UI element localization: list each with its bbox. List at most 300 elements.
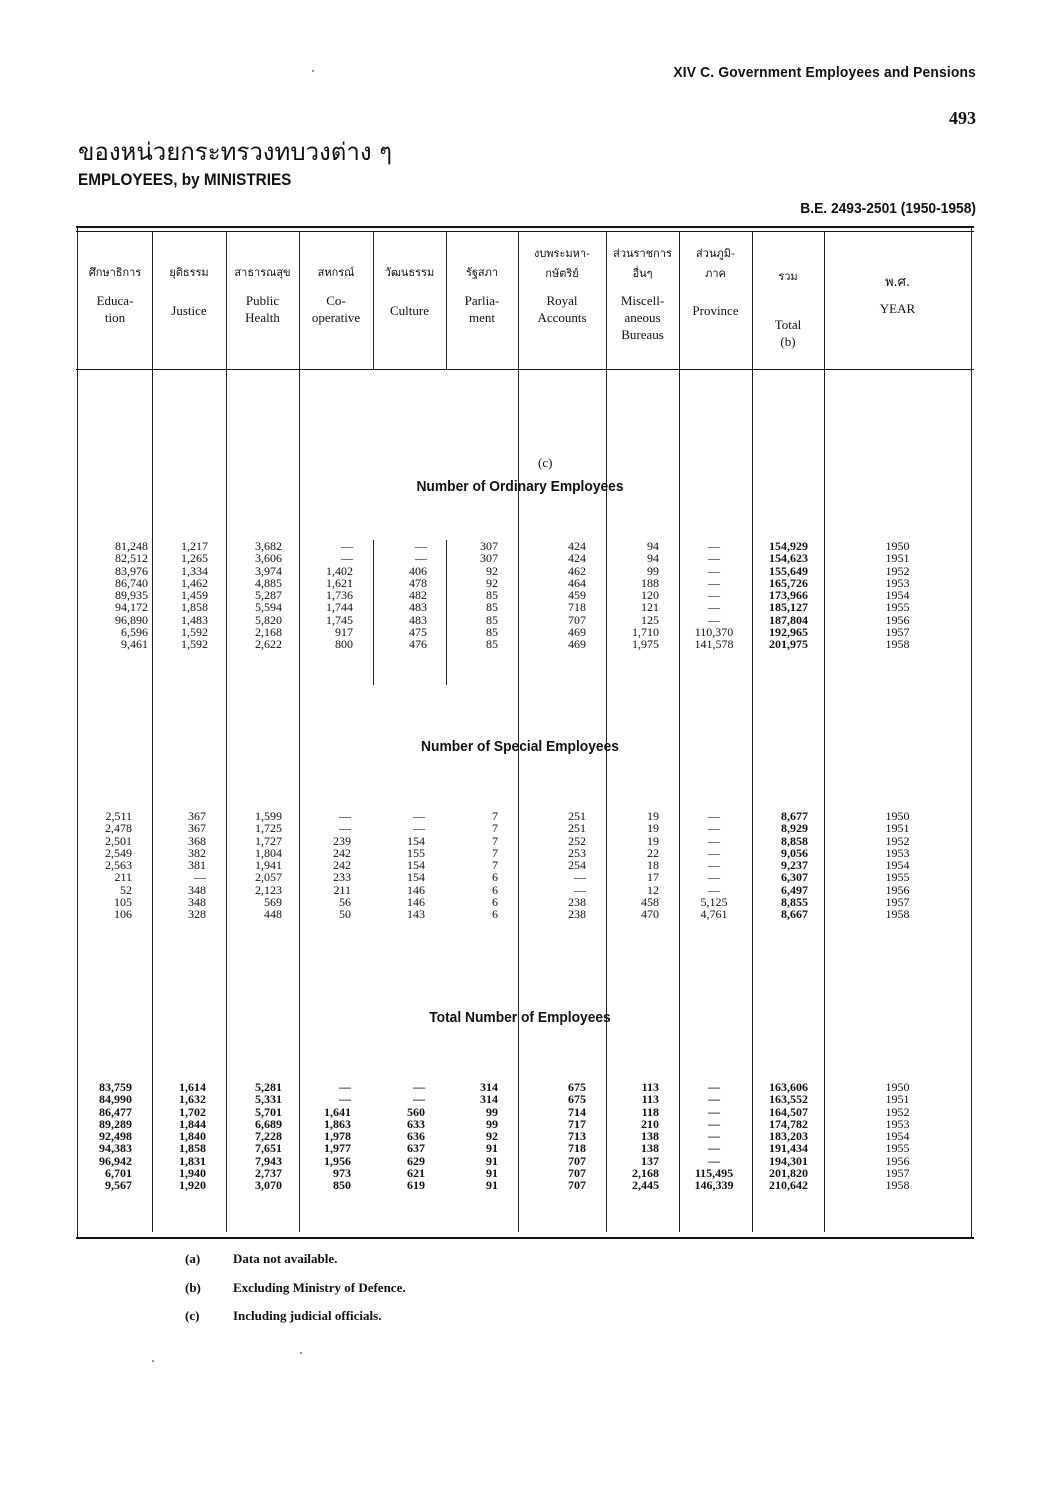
table-cell: 210,642	[769, 1178, 808, 1193]
table-cell: 5,125	[700, 895, 728, 910]
table-cell: 1,956	[324, 1153, 351, 1168]
table-cell: 2,057	[255, 870, 282, 885]
header-rule	[76, 369, 974, 370]
table-cell: 2,478	[105, 821, 132, 836]
table-cell: —	[413, 821, 425, 836]
column-divider	[446, 540, 447, 685]
table-title: EMPLOYEES, by MINISTRIES	[78, 170, 292, 189]
table-cell: 1,736	[326, 588, 353, 603]
table-cell: 307	[480, 551, 498, 566]
header-thai: สาธารณสุข	[234, 266, 291, 279]
table-cell: 125	[641, 612, 659, 627]
table-cell: 2,563	[105, 858, 132, 873]
table-cell: 7	[492, 809, 498, 823]
col-education	[80, 1081, 132, 1192]
table-cell: 121	[641, 600, 659, 615]
table-cell: 85	[486, 637, 498, 652]
header-thai: งบพระมหา- กษัตริย์	[533, 247, 591, 280]
table-cell: 6,497	[781, 882, 808, 897]
table-cell: 707	[568, 1153, 586, 1168]
table-cell: 81,248	[115, 539, 148, 553]
table-cell: —	[708, 1116, 720, 1131]
table-cell: 1,334	[181, 563, 208, 578]
table-cell: 1,858	[179, 1141, 206, 1156]
table-cell: 1952	[885, 833, 910, 848]
col-province	[681, 540, 747, 651]
table-cell: 17	[647, 870, 659, 885]
table-cell: 1,641	[324, 1104, 351, 1119]
table-cell: 1957	[885, 1166, 910, 1181]
table-cell: 86,477	[99, 1104, 132, 1119]
table-cell: 146	[407, 895, 425, 910]
table-cell: 1,844	[179, 1116, 206, 1131]
table-cell: 2,168	[632, 1166, 659, 1181]
table-cell: 1958	[885, 637, 910, 652]
table-cell: 242	[333, 858, 351, 873]
col-royal-accounts	[520, 810, 586, 921]
table-cell: 1954	[885, 1129, 910, 1144]
table-cell: —	[574, 882, 586, 897]
header-thai: สหกรณ์	[317, 266, 355, 279]
table-cell: —	[413, 1080, 425, 1094]
table-cell: 367	[188, 821, 206, 836]
table-cell: 252	[568, 833, 586, 848]
table-cell: 675	[568, 1080, 586, 1094]
table-cell: 96,942	[99, 1153, 132, 1168]
table-cell: 2,622	[255, 637, 282, 652]
table-cell: 973	[333, 1166, 351, 1181]
table-cell: 475	[409, 625, 427, 640]
table-cell: 3,974	[255, 563, 282, 578]
table-cell: 82,512	[115, 551, 148, 566]
table-cell: 9,461	[121, 637, 148, 652]
table-cell: 8,855	[781, 895, 808, 910]
table-cell: 210	[641, 1116, 659, 1131]
table-cell: —	[708, 539, 720, 553]
table-cell: 154	[407, 858, 425, 873]
column-divider	[152, 232, 153, 1232]
table-cell: 1955	[885, 870, 910, 885]
table-cell: —	[708, 1129, 720, 1144]
table-cell: 1,265	[181, 551, 208, 566]
column-divider	[299, 232, 300, 1232]
table-cell: 92	[486, 575, 498, 590]
table-cell: 1,863	[324, 1116, 351, 1131]
table-cell: 154	[407, 870, 425, 885]
table-cell: 1956	[885, 882, 910, 897]
table-cell: 18	[647, 858, 659, 873]
table-cell: 2,445	[632, 1178, 659, 1193]
column-divider	[226, 232, 227, 1232]
col-total	[754, 1081, 808, 1192]
table-cell: 1951	[885, 1092, 910, 1107]
table-cell: 478	[409, 575, 427, 590]
table-cell: 707	[568, 612, 586, 627]
col-parliament	[448, 1081, 498, 1192]
note-marker: (c)	[538, 455, 553, 470]
table-cell: 201,975	[769, 637, 808, 652]
table-cell: 99	[647, 563, 659, 578]
header-english: Province	[692, 303, 739, 318]
table-cell: 137	[641, 1153, 659, 1168]
header-parliament	[446, 262, 518, 326]
header-royal-accounts	[518, 244, 606, 326]
table-cell: 22	[647, 845, 659, 860]
column-divider	[679, 232, 680, 1232]
col-cooperative	[301, 1081, 351, 1192]
column-divider	[77, 228, 78, 1238]
table-cell: 92	[486, 563, 498, 578]
table-cell: 91	[486, 1153, 498, 1168]
header-english: Total (b)	[774, 317, 802, 349]
table-cell: 154,623	[769, 551, 808, 566]
table-cell: 96,890	[115, 612, 148, 627]
table-cell: 238	[568, 895, 586, 910]
header-thai: พ.ศ.	[884, 275, 911, 290]
table-cell: 6	[492, 895, 498, 910]
table-cell: 91	[486, 1166, 498, 1181]
table-cell: 3,606	[255, 551, 282, 566]
table-cell: 9,237	[781, 858, 808, 873]
table-cell: 7	[492, 833, 498, 848]
table-cell: —	[708, 600, 720, 615]
table-cell: 1,858	[181, 600, 208, 615]
header-english: YEAR	[879, 301, 916, 316]
column-divider	[824, 232, 825, 1232]
table-cell: —	[708, 833, 720, 848]
scan-speck	[300, 1352, 302, 1354]
table-cell: 188	[641, 575, 659, 590]
table-cell: 633	[407, 1116, 425, 1131]
table-cell: 636	[407, 1129, 425, 1144]
table-cell: 1954	[885, 588, 910, 603]
table-cell: 1,599	[255, 809, 282, 823]
table-cell: 714	[568, 1104, 586, 1119]
table-cell: 146,339	[694, 1178, 734, 1193]
header-public-health	[226, 262, 299, 326]
table-cell: 7	[492, 845, 498, 860]
table-cell: 1954	[885, 858, 910, 873]
table-cell: 1,702	[179, 1104, 206, 1119]
header-thai: ศึกษาธิการ	[88, 266, 142, 279]
table-cell: 113	[641, 1092, 659, 1107]
table-cell: —	[708, 1092, 720, 1107]
table-cell: —	[339, 809, 351, 823]
table-cell: 1955	[885, 600, 910, 615]
table-cell: —	[415, 551, 427, 566]
table-cell: —	[339, 821, 351, 836]
table-cell: 483	[409, 600, 427, 615]
table-cell: 12	[647, 882, 659, 897]
table-cell: 569	[264, 895, 282, 910]
footnote-b	[185, 1280, 406, 1296]
table-cell: 253	[568, 845, 586, 860]
table-cell: 118	[641, 1104, 659, 1119]
table-cell: 328	[188, 907, 206, 922]
table-cell: 406	[409, 563, 427, 578]
table-cell: 348	[188, 882, 206, 897]
table-cell: —	[708, 612, 720, 627]
table-cell: 56	[339, 895, 351, 910]
table-cell: 7,228	[255, 1129, 282, 1144]
table-cell: 92,498	[99, 1129, 132, 1144]
table-cell: 560	[407, 1104, 425, 1119]
table-cell: —	[339, 1080, 351, 1094]
table-cell: 1953	[885, 845, 910, 860]
table-cell: 6,701	[105, 1166, 132, 1181]
table-cell: 619	[407, 1178, 425, 1193]
col-culture	[375, 1081, 425, 1192]
col-year	[826, 540, 969, 651]
table-cell: 86,740	[115, 575, 148, 590]
table-cell: 1950	[885, 1080, 910, 1094]
table-cell: 91	[486, 1178, 498, 1193]
header-english: Public Health	[245, 293, 280, 325]
table-cell: 637	[407, 1141, 425, 1156]
table-cell: 2,549	[105, 845, 132, 860]
col-cooperative	[301, 810, 351, 921]
header-thai: ส่วนภูมิ- ภาค	[696, 247, 735, 280]
col-parliament	[448, 540, 498, 651]
col-royal-accounts	[520, 1081, 586, 1192]
table-cell: 164,507	[769, 1104, 808, 1119]
table-cell: 1958	[885, 1178, 910, 1193]
table-cell: 50	[339, 907, 351, 922]
table-cell: 239	[333, 833, 351, 848]
table-cell: 1,632	[179, 1092, 206, 1107]
table-cell: 1955	[885, 1141, 910, 1156]
table-cell: 1,920	[179, 1178, 206, 1193]
col-justice	[154, 1081, 206, 1192]
header-cooperative	[299, 262, 373, 326]
header-justice	[152, 262, 226, 319]
table-cell: 19	[647, 809, 659, 823]
table-cell: 367	[188, 809, 206, 823]
table-cell: 6,689	[255, 1116, 282, 1131]
table-cell: 464	[568, 575, 586, 590]
table-cell: 6	[492, 907, 498, 922]
table-cell: 675	[568, 1092, 586, 1107]
table-cell: 5,287	[255, 588, 282, 603]
table-cell: 314	[480, 1092, 498, 1107]
table-cell: 1956	[885, 612, 910, 627]
table-cell: 7,943	[255, 1153, 282, 1168]
header-province	[679, 244, 752, 319]
table-cell: 201,820	[769, 1166, 808, 1181]
table-cell: 85	[486, 600, 498, 615]
table-cell: 1953	[885, 1116, 910, 1131]
table-cell: 2,737	[255, 1166, 282, 1181]
table-cell: 470	[641, 907, 659, 922]
table-cell: 138	[641, 1141, 659, 1156]
table-cell: 251	[568, 809, 586, 823]
table-cell: 1,975	[632, 637, 659, 652]
table-cell: 707	[568, 1178, 586, 1193]
table-cell: 155,649	[769, 563, 808, 578]
table-cell: —	[708, 588, 720, 603]
col-misc-bureaus	[608, 1081, 659, 1192]
table-cell: 1,940	[179, 1166, 206, 1181]
table-cell: —	[413, 1092, 425, 1107]
table-cell: 1,710	[632, 625, 659, 640]
col-public-health	[228, 1081, 282, 1192]
col-public-health	[228, 540, 282, 651]
table-cell: 3,070	[255, 1178, 282, 1193]
table-cell: 1,804	[255, 845, 282, 860]
section-title-total: Total Number of Employees	[429, 1009, 611, 1026]
col-education	[80, 810, 132, 921]
col-public-health	[228, 810, 282, 921]
table-cell: —	[341, 551, 353, 566]
table-cell: 314	[480, 1080, 498, 1094]
table-cell: —	[708, 1104, 720, 1119]
table-cell: 242	[333, 845, 351, 860]
table-cell: 850	[333, 1178, 351, 1193]
table-cell: 194,301	[769, 1153, 808, 1168]
header-thai: รัฐสภา	[465, 266, 499, 279]
col-education	[80, 540, 148, 651]
header-thai: รวม	[778, 270, 798, 283]
table-cell: 1,483	[181, 612, 208, 627]
table-cell: 113	[641, 1080, 659, 1094]
col-province	[681, 1081, 747, 1192]
table-cell: —	[708, 563, 720, 578]
table-cell: 105	[114, 895, 132, 910]
col-culture	[375, 540, 427, 651]
table-cell: 1,978	[324, 1129, 351, 1144]
column-divider	[752, 232, 753, 1232]
col-year	[826, 810, 969, 921]
table-cell: 713	[568, 1129, 586, 1144]
table-cell: 251	[568, 821, 586, 836]
col-misc-bureaus	[608, 810, 659, 921]
table-cell: 120	[641, 588, 659, 603]
table-cell: —	[415, 539, 427, 553]
header-english: Parlia- ment	[464, 293, 500, 325]
table-cell: —	[341, 539, 353, 553]
table-cell: 192,965	[769, 625, 808, 640]
table-cell: 1,217	[181, 539, 208, 553]
header-culture	[373, 262, 446, 319]
table-cell: 483	[409, 612, 427, 627]
table-cell: 629	[407, 1153, 425, 1168]
table-cell: 800	[335, 637, 353, 652]
table-cell: 2,511	[105, 809, 132, 823]
table-cell: 191,434	[769, 1141, 808, 1156]
header-year	[824, 272, 971, 317]
table-cell: 7,651	[255, 1141, 282, 1156]
table-bottom-rule	[76, 1237, 974, 1239]
table-cell: —	[708, 845, 720, 860]
table-cell: 458	[641, 895, 659, 910]
table-cell: 83,976	[115, 563, 148, 578]
table-cell: 83,759	[99, 1080, 132, 1094]
table-cell: 1,831	[179, 1153, 206, 1168]
column-divider	[971, 228, 972, 1238]
table-cell: 19	[647, 821, 659, 836]
header-english: Culture	[390, 303, 429, 318]
table-cell: 717	[568, 1116, 586, 1131]
col-justice	[154, 540, 208, 651]
table-cell: —	[708, 1080, 720, 1094]
table-cell: 89,289	[99, 1116, 132, 1131]
table-cell: 94,172	[115, 600, 148, 615]
table-cell: —	[708, 1153, 720, 1168]
table-title-thai: ของหน่วยกระทรวงทบวงต่าง ๆ	[78, 138, 393, 166]
table-cell: 5,594	[255, 600, 282, 615]
table-cell: 85	[486, 612, 498, 627]
section-title-special: Number of Special Employees	[421, 738, 619, 755]
table-cell: 5,820	[255, 612, 282, 627]
table-cell: 917	[335, 625, 353, 640]
table-cell: 9,567	[105, 1178, 132, 1193]
table-cell: 238	[568, 907, 586, 922]
table-cell: 94	[647, 551, 659, 566]
col-royal-accounts	[520, 540, 586, 651]
header-english: Royal Accounts	[537, 293, 587, 325]
table-cell: 165,726	[769, 575, 808, 590]
table-cell: 476	[409, 637, 427, 652]
table-cell: 163,606	[769, 1080, 808, 1094]
header-english: Justice	[171, 303, 207, 318]
table-cell: —	[708, 858, 720, 873]
col-total	[754, 540, 808, 651]
table-cell: 5,281	[255, 1080, 282, 1094]
table-cell: 1952	[885, 563, 910, 578]
table-cell: 85	[486, 588, 498, 603]
table-cell: 163,552	[769, 1092, 808, 1107]
table-cell: 2,168	[255, 625, 282, 640]
table-cell: 1,459	[181, 588, 208, 603]
footnote-c	[185, 1308, 381, 1324]
table-cell: 174,782	[769, 1116, 808, 1131]
table-cell: 459	[568, 588, 586, 603]
table-cell: 254	[568, 858, 586, 873]
footnote-marker: (a)	[185, 1251, 201, 1266]
table-cell: 462	[568, 563, 586, 578]
table-cell: 1,977	[324, 1141, 351, 1156]
table-top-rule	[76, 226, 974, 228]
table-cell: 52	[120, 882, 132, 897]
table-cell: 89,935	[115, 588, 148, 603]
table-cell: 1951	[885, 551, 910, 566]
header-thai: ส่วนราชการ อื่นๆ	[613, 247, 672, 280]
footnote-text: Excluding Ministry of Defence.	[233, 1280, 406, 1295]
table-cell: 91	[486, 1141, 498, 1156]
table-cell: 718	[568, 1141, 586, 1156]
table-cell: 173,966	[769, 588, 808, 603]
table-cell: 106	[114, 907, 132, 922]
table-cell: —	[708, 809, 720, 823]
table-cell: 94,383	[99, 1141, 132, 1156]
table-cell: 1952	[885, 1104, 910, 1119]
table-cell: 187,804	[769, 612, 808, 627]
page-number: 493	[949, 108, 976, 128]
table-cell: 482	[409, 588, 427, 603]
table-cell: 1950	[885, 539, 910, 553]
table-cell: 138	[641, 1129, 659, 1144]
table-cell: 1,727	[255, 833, 282, 848]
table-cell: 621	[407, 1166, 425, 1181]
footnote-text: Including judicial officials.	[233, 1308, 382, 1323]
col-culture	[375, 810, 425, 921]
col-total	[754, 810, 808, 921]
table-cell: 2,501	[105, 833, 132, 848]
table-cell: 1,592	[181, 637, 208, 652]
footnote-text: Data not available.	[233, 1251, 338, 1266]
footnote-marker: (c)	[185, 1308, 200, 1323]
table-cell: 1,621	[326, 575, 353, 590]
